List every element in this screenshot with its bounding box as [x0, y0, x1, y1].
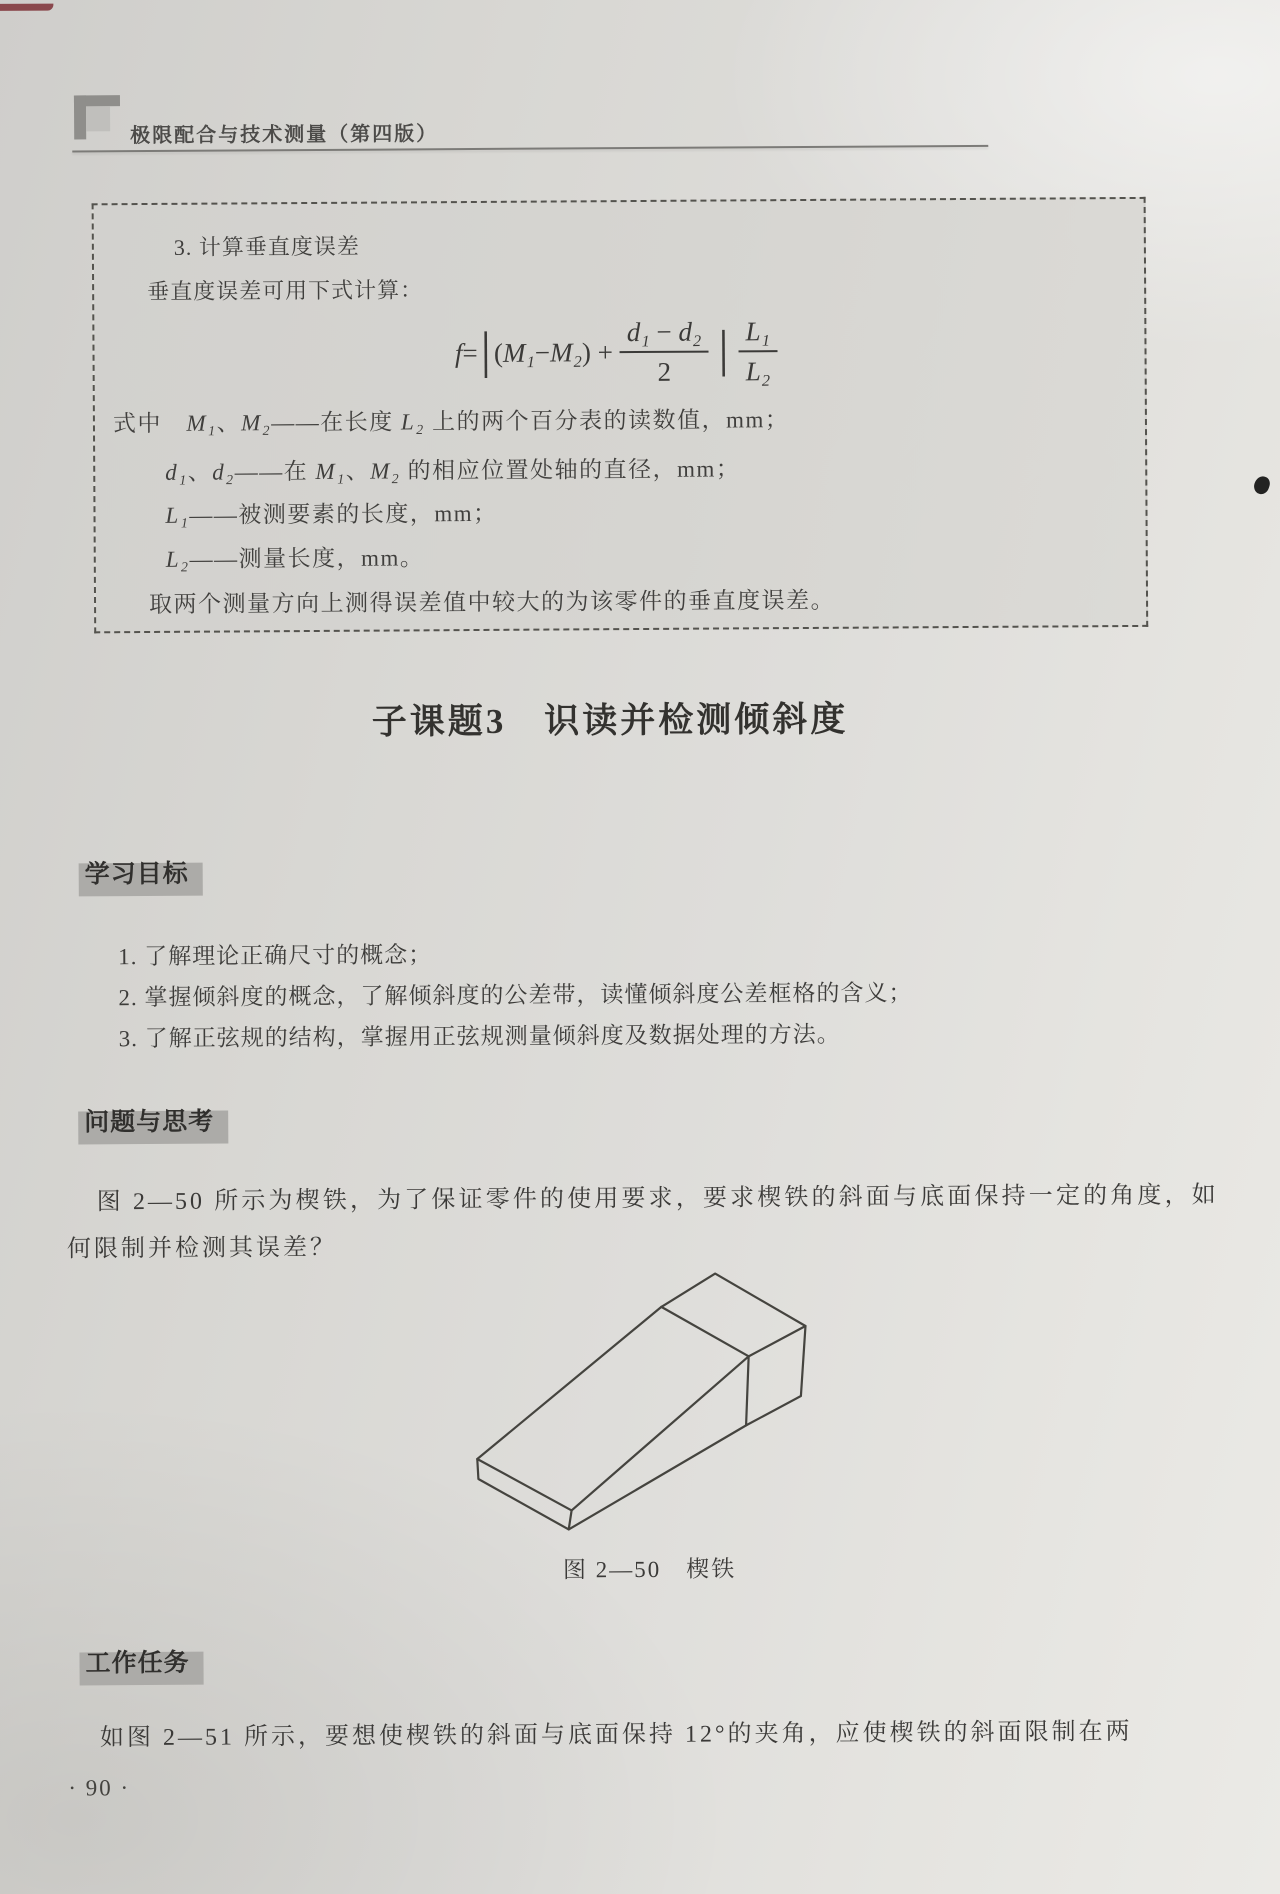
formula-closing-note: 取两个测量方向上测得误差值中较大的为该零件的垂直度误差。 [148, 587, 836, 617]
chapter-corner-icon [74, 95, 120, 139]
wedge-drawing [463, 1259, 825, 1551]
scan-speck-artifact [1252, 474, 1272, 496]
formula-box [92, 197, 1149, 633]
tasks-paragraph: 如图 2—51 所示，要想使楔铁的斜面与底面保持 12°的夹角，应使楔铁的斜面限制在两 [99, 1719, 1133, 1752]
questions-paragraph: 图 2—50 所示为楔铁，为了保证零件的使用要求，要求楔铁的斜面与底面保持一定的角度，如何限制并检测其误差？ [66, 1182, 1219, 1263]
corner-icon-inner [86, 106, 110, 131]
section-title: 子课题3 识读并检测倾斜度 [371, 699, 849, 742]
formula-intro: 垂直度误差可用下式计算： [147, 277, 424, 305]
formula-note: L₁——被测要素的长度，mm； [165, 500, 498, 528]
formula-step-title: 3. 计算垂直度误差 [173, 233, 360, 260]
formula-note: 式中 M₁、M₂——在长度 L₂ 上的两个百分表的读数值，mm； [112, 407, 790, 437]
learning-goals-heading: 学习目标 [85, 854, 189, 899]
formula-note: L₂——测量长度，mm。 [165, 545, 425, 572]
questions-heading: 问题与思考 [84, 1102, 214, 1147]
perpendicularity-formula: f = | ( M₁ − M₂ ) + $\frac{\text{d₁ − d₂}}{2}$ | $\frac{\text{L₁}}{\text{L₂}}$ [94, 301, 1145, 403]
goal-item: 2. 掌握倾斜度的概念，了解倾斜度的公差带，读懂倾斜度公差框格的含义； [118, 980, 913, 1011]
goal-item: 3. 了解正弦规的结构，掌握用正弦规测量倾斜度及数据处理的方法。 [118, 1021, 841, 1052]
goal-item: 1. 了解理论正确尺寸的概念； [118, 942, 433, 970]
learning-goals-list [118, 930, 1119, 1059]
formula-note: d₁、d₂——在 M₁、M₂ 的相应位置处轴的直径，mm； [165, 456, 741, 485]
book-title: 极限配合与技术测量（第四版） [130, 123, 439, 148]
scan-edge-artifact [0, 4, 53, 11]
corner-icon-bar [74, 95, 86, 139]
figure-caption: 图 2—50 楔铁 [562, 1556, 737, 1583]
page-number: · 90 · [68, 1775, 131, 1801]
tasks-heading: 工作任务 [85, 1643, 189, 1688]
